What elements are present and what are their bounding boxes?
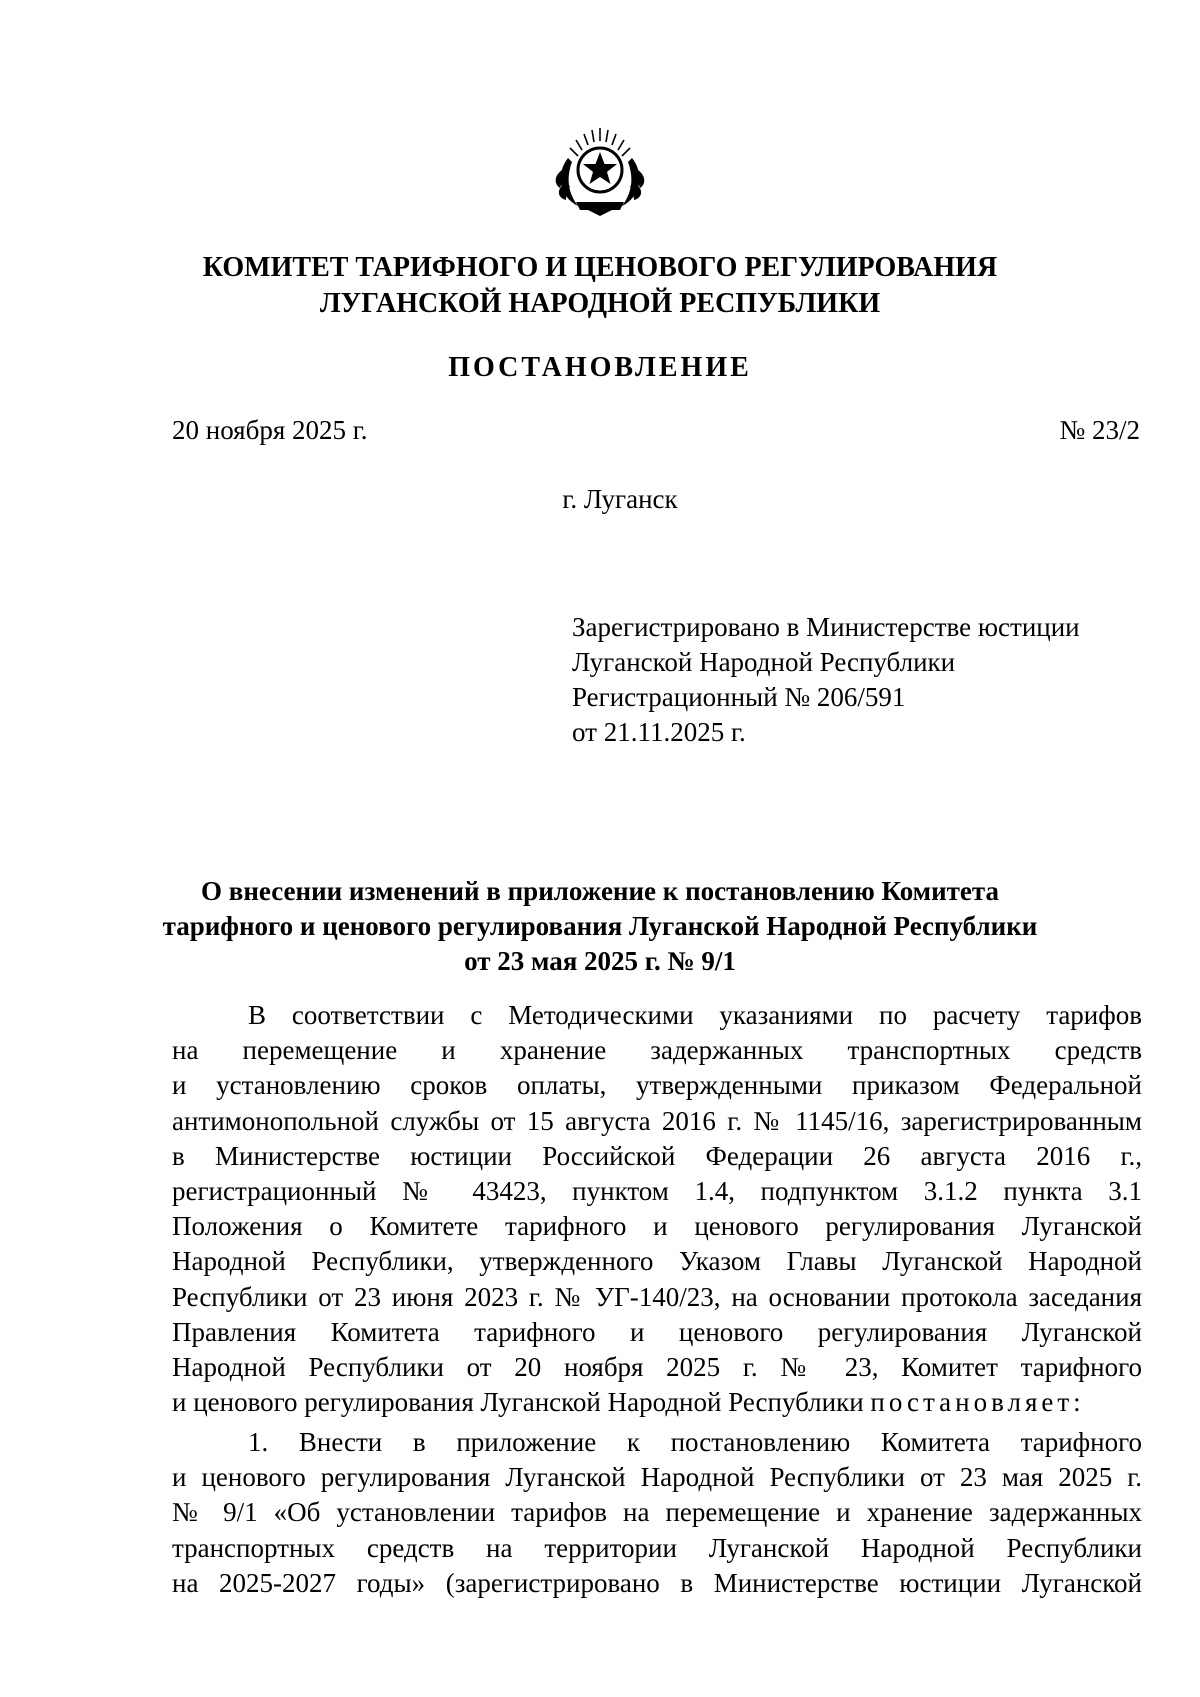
preamble-line: и установлению сроков оплаты, утвержденными приказом Федеральной xyxy=(172,1070,1142,1101)
preamble-line: в Министерстве юстиции Российской Федерации 26 августа 2016 г., xyxy=(172,1140,1142,1171)
item-1-line: и ценового регулирования Луганской Народной Республики от 23 мая 2025 г. xyxy=(172,1462,1142,1493)
organization-name xyxy=(0,250,1200,322)
subject-line2: тарифного и ценового регулирования Луганской Народной Республики xyxy=(162,911,1038,941)
item-1-line: № 9/1 «Об установлении тарифов на перемещение и хранение задержанных xyxy=(172,1497,1142,1528)
preamble-line: регистрационный № 43423, пунктом 1.4, подпунктом 3.1.2 пункта 3.1 xyxy=(172,1175,1142,1206)
preamble-last-line-text: и ценового регулирования Луганской Народной Республики xyxy=(172,1387,871,1418)
item-1-line: на 2025-2027 годы» (зарегистрировано в Министерстве юстиции Луганской xyxy=(172,1567,1142,1598)
document-subject-title xyxy=(0,874,1200,979)
preamble-line: Положения о Комитете тарифного и ценового регулирования Луганской xyxy=(172,1211,1142,1242)
registration-line3: Регистрационный № 206/591 xyxy=(572,682,906,712)
document-date: 20 ноября 2025 г. xyxy=(172,415,368,445)
preamble-line: Народной Республики от 20 ноября 2025 г. № 23, Комитет тарифного xyxy=(172,1351,1142,1382)
item-1-line: 1. Внести в приложение к постановлению Комитета тарифного xyxy=(248,1427,1142,1457)
preamble-paragraph xyxy=(172,998,1142,1420)
coat-of-arms-emblem-icon xyxy=(548,118,652,216)
preamble-line: на перемещение и хранение задержанных транспортных средств xyxy=(172,1035,1142,1066)
document-type-title: ПОСТАНОВЛЕНИЕ xyxy=(448,352,752,383)
organization-name-line1: КОМИТЕТ ТАРИФНОГО И ЦЕНОВОГО РЕГУЛИРОВАНИЯ xyxy=(202,252,998,283)
registration-line1: Зарегистрировано в Министерстве юстиции xyxy=(572,612,1080,642)
preamble-last-line xyxy=(172,1385,1142,1420)
date-number-line xyxy=(172,413,1140,447)
preamble-line: Народной Республики, утвержденного Указом Главы Луганской Народной xyxy=(172,1246,1142,1277)
organization-name-line2: ЛУГАНСКОЙ НАРОДНОЙ РЕСПУБЛИКИ xyxy=(319,288,881,319)
resolves-word: постановляет: xyxy=(870,1387,1085,1418)
subject-line3: от 23 мая 2025 г. № 9/1 xyxy=(464,946,736,976)
registration-line2: Луганской Народной Республики xyxy=(572,647,956,677)
document-city: г. Луганск xyxy=(562,484,678,514)
preamble-line: В соответствии с Методическими указаниями по расчету тарифов xyxy=(248,1000,1142,1030)
registration-block xyxy=(572,610,1080,750)
preamble-line: Правления Комитета тарифного и ценового регулирования Луганской xyxy=(172,1316,1142,1347)
preamble-line: Республики от 23 июня 2023 г. № УГ-140/23, на основании протокола заседания xyxy=(172,1281,1142,1312)
item-1-paragraph xyxy=(172,1425,1142,1601)
document-number: № 23/2 xyxy=(1059,415,1140,445)
preamble-line: антимонопольной службы от 15 августа 2016 г. № 1145/16, зарегистрированным xyxy=(172,1105,1142,1136)
subject-line1: О внесении изменений в приложение к постановлению Комитета xyxy=(201,876,999,906)
registration-line4: от 21.11.2025 г. xyxy=(572,717,746,747)
item-1-line: транспортных средств на территории Луганской Народной Республики xyxy=(172,1532,1142,1563)
